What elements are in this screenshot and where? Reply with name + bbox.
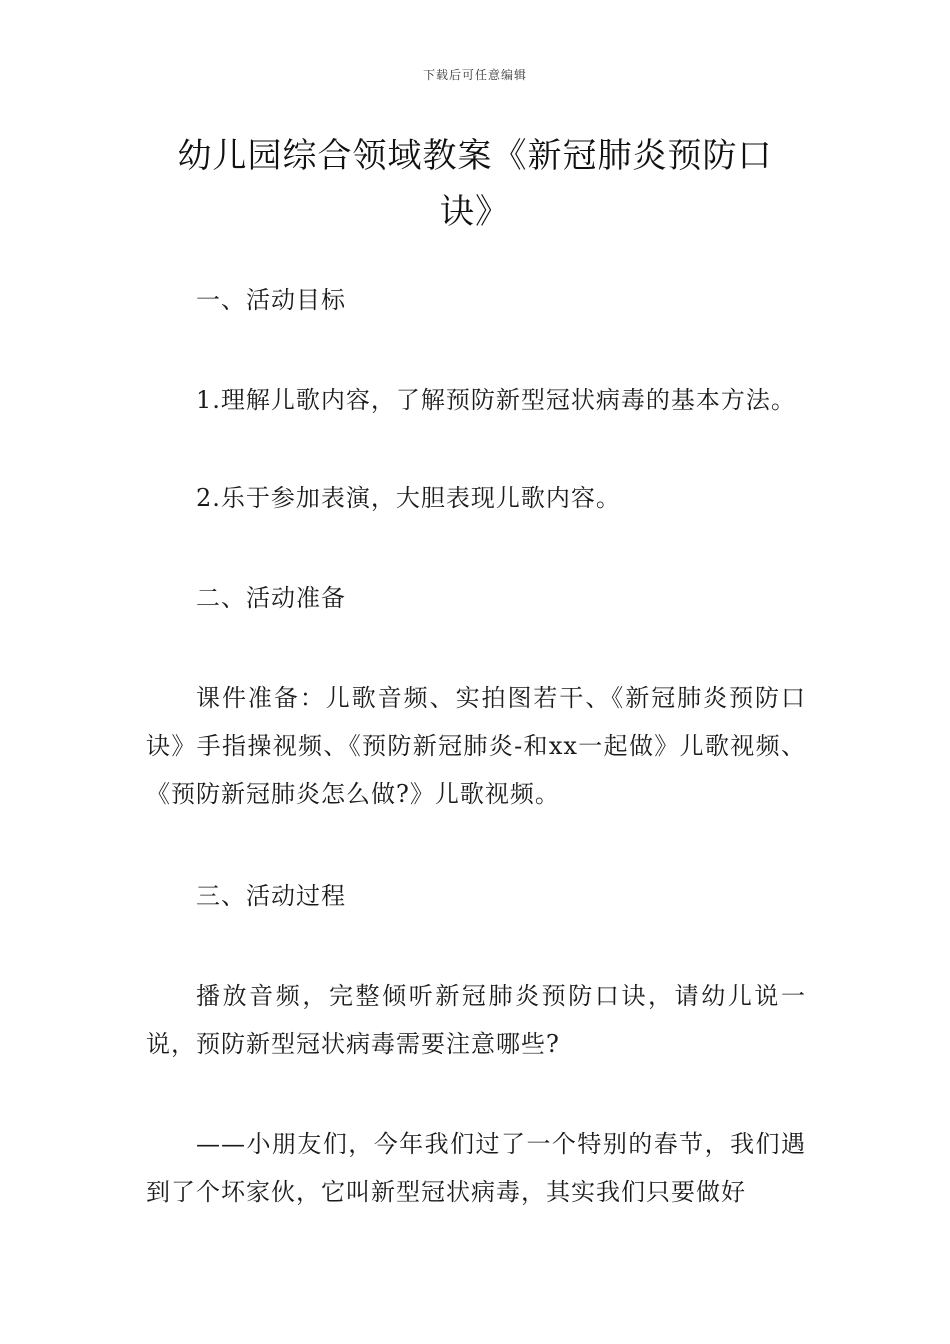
section-heading-process: 三、活动过程	[196, 882, 346, 910]
document-title: 幼儿园综合领域教案《新冠肺炎预防口诀》	[177, 136, 773, 232]
goal-item-2: 2.乐于参加表演，大胆表现儿歌内容。	[196, 484, 621, 512]
process-paragraph: 播放音频，完整倾听新冠肺炎预防口诀，请幼儿说一说，预防新型冠状病毒需要注意哪些?	[146, 982, 806, 1058]
process-quote-paragraph: ——小朋友们，今年我们过了一个特别的春节，我们遇到了个坏家伙，它叫新型冠状病毒，其实我们只要做好	[146, 1130, 806, 1206]
section-heading-goals: 一、活动目标	[196, 286, 346, 314]
goal-item-1: 1.理解儿歌内容，了解预防新型冠状病毒的基本方法。	[196, 386, 796, 414]
section-heading-preparation: 二、活动准备	[196, 584, 346, 612]
preparation-paragraph: 课件准备：儿歌音频、实拍图若干、《新冠肺炎预防口诀》手指操视频、《预防新冠肺炎-和xx一起做》儿歌视频、《预防新冠肺炎怎么做?》儿歌视频。	[146, 684, 806, 808]
header-note: 下载后可任意编辑	[422, 68, 527, 82]
